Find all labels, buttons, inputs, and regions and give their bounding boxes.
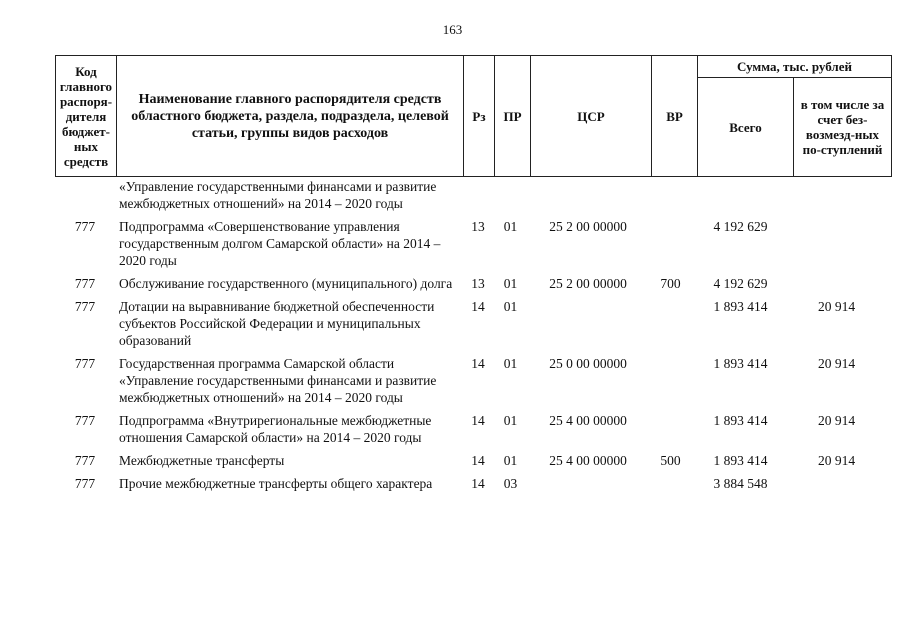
- header-total: Всего: [698, 78, 794, 177]
- cell-free: 20 914: [817, 453, 856, 468]
- table-row: [55, 218, 885, 269]
- cell-csr: 25 2 00 00000: [549, 276, 627, 291]
- header-rz: Рз: [464, 56, 495, 177]
- cell-code: 777: [74, 356, 96, 371]
- table-row: [55, 475, 885, 492]
- cell-code: 777: [74, 476, 96, 491]
- cell-pr: 01: [503, 299, 518, 314]
- table-row: [55, 412, 885, 446]
- cell-total: 4 192 629: [713, 219, 768, 234]
- cell-code: 777: [74, 219, 96, 234]
- cell-csr: 25 2 00 00000: [549, 219, 627, 234]
- cell-code: 777: [74, 276, 96, 291]
- table-body: [55, 178, 885, 498]
- cell-csr: 25 4 00 00000: [549, 453, 627, 468]
- cell-code: 777: [74, 453, 96, 468]
- cell-total: 1 893 414: [713, 299, 768, 314]
- cell-name: «Управление государственными финансами и развитие межбюджетных отношений» на 2014 – 2020 годы: [119, 179, 437, 211]
- cell-name: Прочие межбюджетные трансферты общего характера: [119, 476, 433, 491]
- header-code: Код главного распоря-дителя бюджет-ных средств: [56, 56, 117, 177]
- cell-csr: 25 4 00 00000: [549, 413, 627, 428]
- header-name: Наименование главного распорядителя средств областного бюджета, раздела, подраздела, целевой статьи, группы видов расходов: [117, 56, 464, 177]
- cell-pr: 03: [503, 476, 518, 491]
- cell-total: 1 893 414: [713, 453, 768, 468]
- cell-vr: 700: [660, 276, 681, 291]
- table-row: [55, 452, 885, 469]
- cell-total: 3 884 548: [713, 476, 768, 491]
- cell-pr: 01: [503, 453, 518, 468]
- header-pr: ПР: [495, 56, 531, 177]
- cell-pr: 01: [503, 356, 518, 371]
- table-row: [55, 275, 885, 292]
- cell-name: Дотации на выравнивание бюджетной обеспеченности субъектов Российской Федерации и муниципальных образований: [119, 299, 435, 348]
- table-header: [55, 55, 892, 177]
- cell-rz: 14: [471, 413, 485, 428]
- cell-total: 1 893 414: [713, 413, 768, 428]
- cell-free: 20 914: [817, 299, 856, 314]
- cell-name: Межбюджетные трансферты: [119, 453, 285, 468]
- cell-vr: 500: [660, 453, 681, 468]
- cell-pr: 01: [503, 413, 518, 428]
- cell-name: Подпрограмма «Внутрирегиональные межбюджетные отношения Самарской области» на 2014 – 2020 годы: [119, 413, 432, 445]
- cell-free: 20 914: [817, 413, 856, 428]
- cell-rz: 13: [471, 276, 485, 291]
- header-sum: Сумма, тыс. рублей: [698, 56, 892, 78]
- table-row: [55, 298, 885, 349]
- header-free: в том числе за счет без-возмезд-ных по-ступлений: [794, 78, 892, 177]
- cell-rz: 14: [471, 453, 485, 468]
- cell-name: Обслуживание государственного (муниципального) долга: [119, 276, 453, 291]
- cell-rz: 13: [471, 219, 485, 234]
- cell-free: 20 914: [817, 356, 856, 371]
- page-number: 163: [442, 22, 463, 37]
- cell-code: 777: [74, 299, 96, 314]
- cell-total: 4 192 629: [713, 276, 768, 291]
- cell-name: Государственная программа Самарской области «Управление государственными финансами и развитие межбюджетных отношений» на 2014 – 2020 годы: [119, 356, 437, 405]
- cell-total: 1 893 414: [713, 356, 768, 371]
- header-csr: ЦСР: [531, 56, 652, 177]
- cell-csr: 25 0 00 00000: [549, 356, 627, 371]
- cell-rz: 14: [471, 356, 485, 371]
- header-vr: ВР: [652, 56, 698, 177]
- cell-pr: 01: [503, 276, 518, 291]
- cell-rz: 14: [471, 476, 485, 491]
- cell-pr: 01: [503, 219, 518, 234]
- cell-name: Подпрограмма «Совершенствование управления государственным долгом Самарской области» на 2014 – 2020 годы: [119, 219, 441, 268]
- cell-rz: 14: [471, 299, 485, 314]
- table-row: [55, 355, 885, 406]
- cell-code: 777: [74, 413, 96, 428]
- table-row: [55, 178, 885, 212]
